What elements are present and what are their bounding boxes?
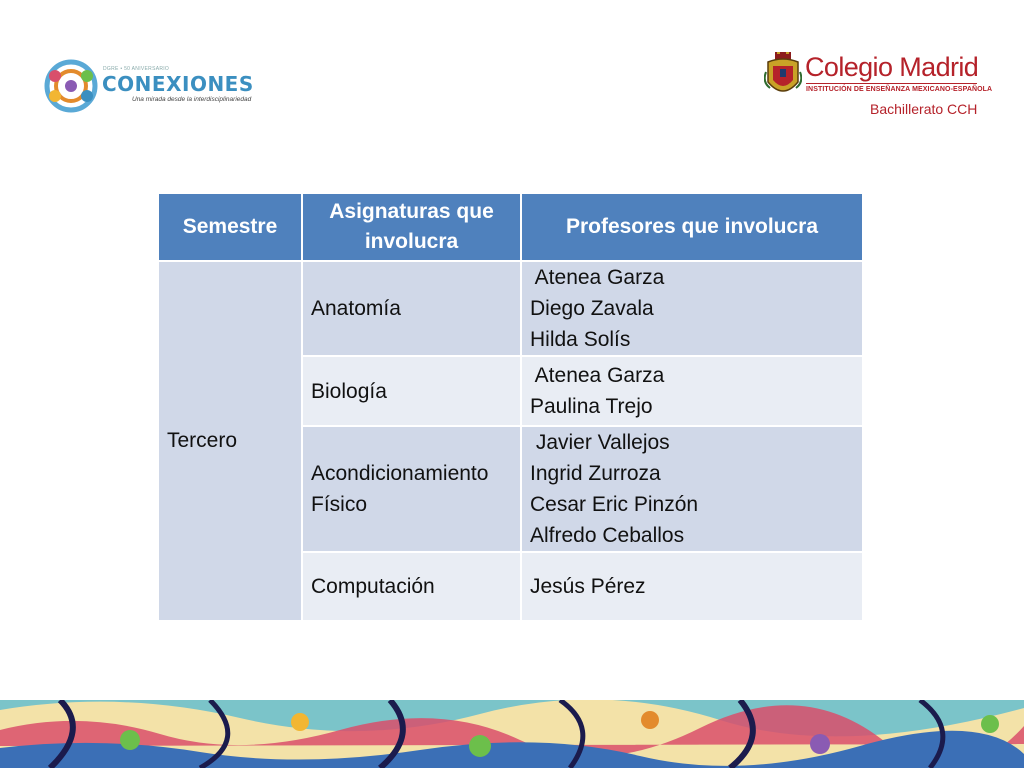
professor-name: Paulina Trejo	[530, 395, 653, 418]
professors-cell	[521, 261, 863, 356]
subjects-table	[157, 192, 864, 622]
professors-cell	[521, 356, 863, 426]
professor-name: Jesús Pérez	[530, 575, 646, 598]
subject-line: Computación	[311, 575, 435, 598]
professor-name: Cesar Eric Pinzón	[530, 493, 699, 516]
subject-line: Anatomía	[311, 297, 401, 320]
decorative-pattern-icon	[0, 700, 1024, 768]
header-profesores: Profesores que involucra	[521, 193, 863, 261]
table-header-row	[158, 193, 863, 261]
conexiones-emblem-icon	[40, 58, 102, 114]
subject-line: Físico	[311, 493, 368, 516]
colegio-subtitle: INSTITUCIÓN DE ENSEÑANZA MEXICANO-ESPAÑOLA	[806, 86, 993, 93]
subject-cell	[302, 261, 521, 356]
subject-line: Acondicionamiento	[311, 462, 489, 485]
subject-cell	[302, 552, 521, 621]
semestre-cell: Tercero	[158, 261, 302, 621]
professors-cell	[521, 426, 863, 552]
professor-name: Atenea Garza	[530, 266, 665, 289]
conexiones-title: CONEXIONES	[102, 72, 254, 96]
header-semestre: Semestre	[158, 193, 302, 261]
professor-name: Javier Vallejos	[530, 431, 670, 454]
crest-icon	[764, 52, 802, 102]
conexiones-subtitle: Una mirada desde la interdisciplinariedad	[132, 96, 252, 103]
professor-name: Alfredo Ceballos	[530, 524, 685, 547]
professor-name: Diego Zavala	[530, 297, 654, 320]
colegio-madrid-logo	[764, 48, 993, 124]
decorative-band	[0, 700, 1024, 768]
colegio-rule	[806, 83, 977, 84]
header-asignaturas: Asignaturas que involucra	[302, 193, 521, 261]
colegio-program: Bachillerato CCH	[870, 101, 978, 117]
subject-cell	[302, 426, 521, 552]
colegio-title: Colegio Madrid	[805, 52, 979, 82]
professor-name: Hilda Solís	[530, 328, 631, 351]
subject-line: Biología	[311, 379, 387, 403]
professors-cell	[521, 552, 863, 621]
conexiones-logo	[40, 58, 270, 114]
conexiones-small-text: DGRE • 50 ANIVERSARIO	[103, 66, 170, 72]
subject-cell	[302, 356, 521, 426]
table-row	[158, 261, 863, 356]
professor-name: Ingrid Zurroza	[530, 462, 661, 485]
professor-name: Atenea Garza	[530, 364, 665, 387]
